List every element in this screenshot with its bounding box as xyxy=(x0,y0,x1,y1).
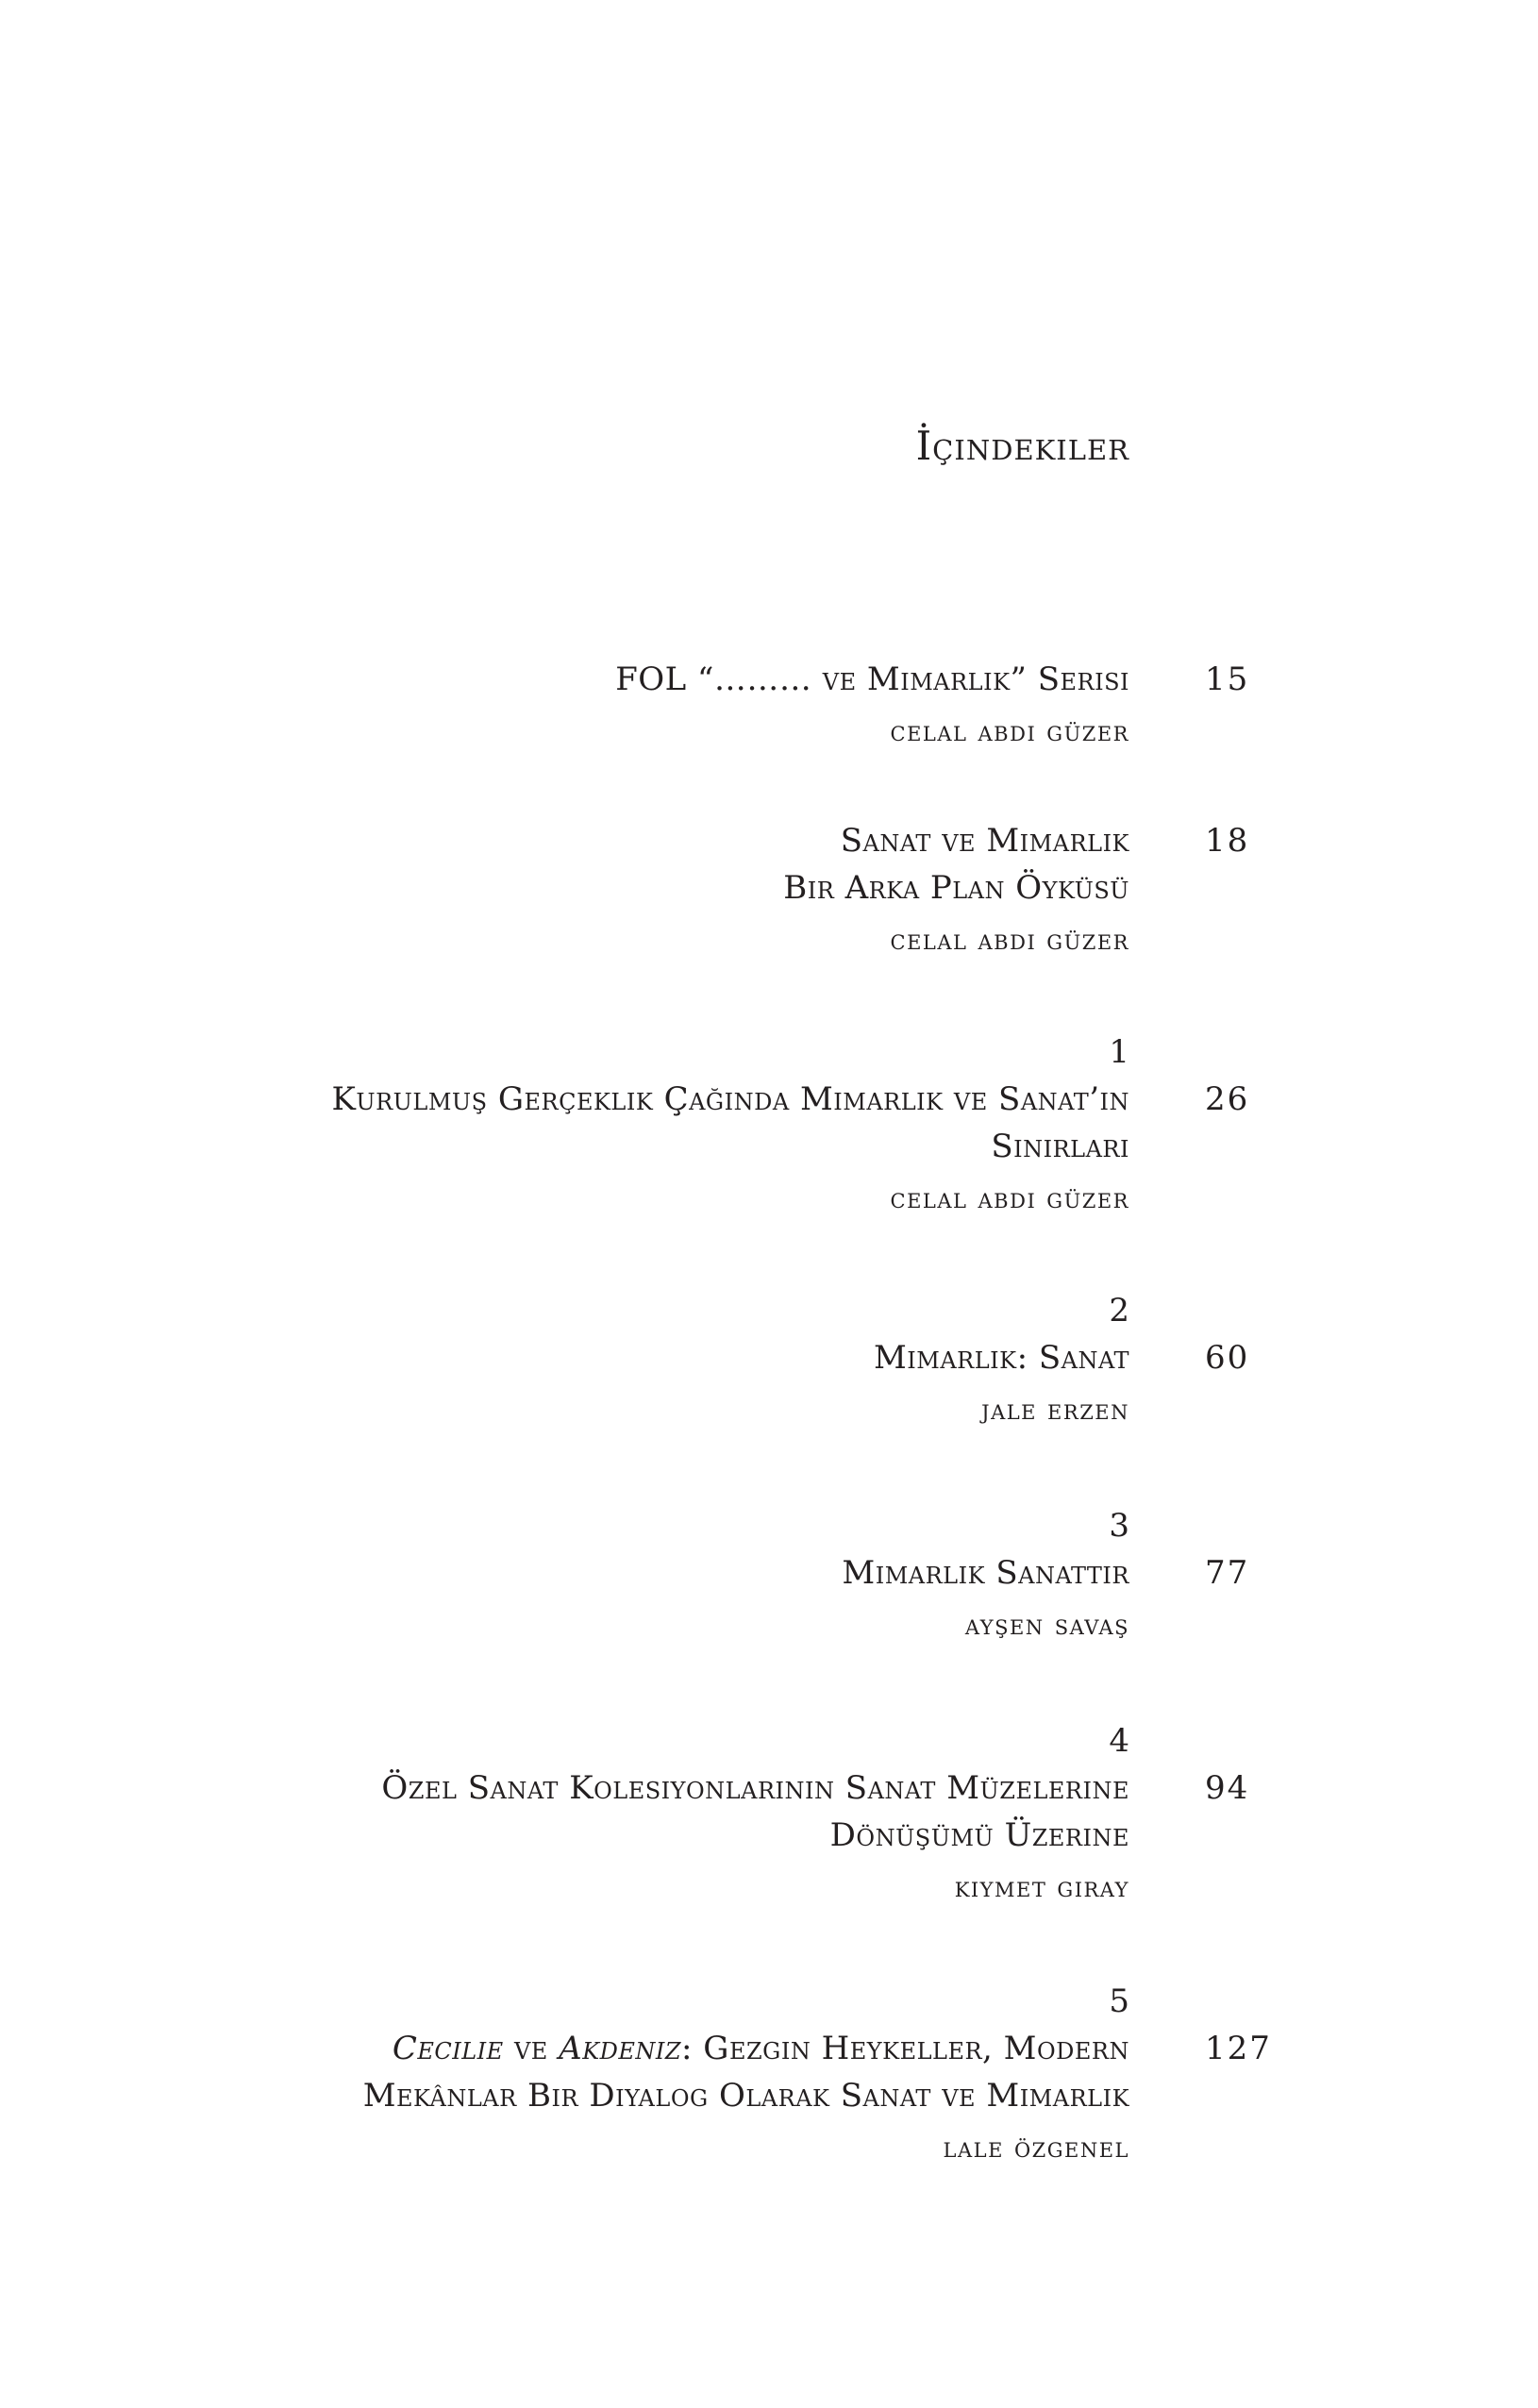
toc-entry-title-continued: Sınırları xyxy=(991,1128,1129,1165)
toc-entry-title-continued: Mekânlar Bir Diyalog Olarak Sanat ve Mimarlık xyxy=(362,2077,1129,2115)
toc-entry-page-number: 15 xyxy=(1205,661,1250,698)
toc-entry-title-block xyxy=(186,1502,1129,1649)
toc-chapter-number: 2 xyxy=(1109,1292,1129,1329)
toc-entry-title-continued: Dönüşümü Üzerine xyxy=(829,1816,1129,1854)
toc-entry-author: kıymet giray xyxy=(954,1871,1129,1904)
toc-entry-page-number: 94 xyxy=(1205,1769,1250,1807)
toc-entry-page-number: 77 xyxy=(1205,1554,1250,1592)
toc-entry-title-block xyxy=(186,1028,1129,1223)
toc-entry-title-block xyxy=(186,1717,1129,1912)
toc-chapter-number: 3 xyxy=(1109,1507,1129,1545)
toc-title-italic-akdeniz: Akdeniz xyxy=(559,2030,682,2067)
toc-entry-title-block xyxy=(186,656,1129,756)
toc-title-rest: : Gezgin Heykeller, Modern xyxy=(681,2030,1129,2067)
toc-entry-title xyxy=(186,2025,1129,2072)
toc-entry-page-number: 26 xyxy=(1205,1080,1250,1118)
toc-entry-subtitle: Bir Arka Plan Öyküsü xyxy=(783,869,1129,907)
toc-entry-title: Kurulmuş Gerçeklik Çağında Mimarlık ve Sanat’ın xyxy=(331,1080,1129,1118)
toc-entry-title-block xyxy=(186,817,1129,964)
toc-entry-title: Mimarlık Sanattır xyxy=(842,1554,1129,1592)
toc-title-connector: ve xyxy=(503,2030,560,2067)
toc-entry-title: Sanat ve Mimarlık xyxy=(840,822,1129,860)
toc-title-italic-cecilie: Cecilie xyxy=(392,2030,504,2067)
toc-chapter-number: 4 xyxy=(1109,1722,1129,1760)
toc-entry-title: Özel Sanat Kolesiyonlarının Sanat Müzelerine xyxy=(381,1769,1129,1807)
toc-chapter-number: 5 xyxy=(1109,1982,1129,2020)
toc-entry-title-block xyxy=(186,1978,1129,2172)
toc-entry-author: ayşen savaş xyxy=(964,1609,1129,1642)
toc-entry-title: FOL “……… ve Mimarlık” Serisi xyxy=(615,661,1129,698)
toc-entry-title-block xyxy=(186,1287,1129,1434)
toc-entry-author: celal abdi güzer xyxy=(890,924,1129,957)
toc-entry-author: celal abdi güzer xyxy=(890,1182,1129,1215)
toc-entry-author: lale özgenel xyxy=(943,2132,1129,2165)
toc-chapter-number: 1 xyxy=(1109,1033,1129,1071)
toc-heading: İçindekiler xyxy=(915,423,1129,469)
toc-entry-page-number: 127 xyxy=(1205,2030,1272,2067)
toc-entry-author: celal abdi güzer xyxy=(890,715,1129,748)
toc-entry-page-number: 18 xyxy=(1205,822,1250,860)
toc-entry-author: jale erzen xyxy=(981,1394,1129,1427)
toc-entry-title: Mimarlık: Sanat xyxy=(873,1339,1129,1377)
toc-entry-page-number: 60 xyxy=(1205,1339,1250,1377)
